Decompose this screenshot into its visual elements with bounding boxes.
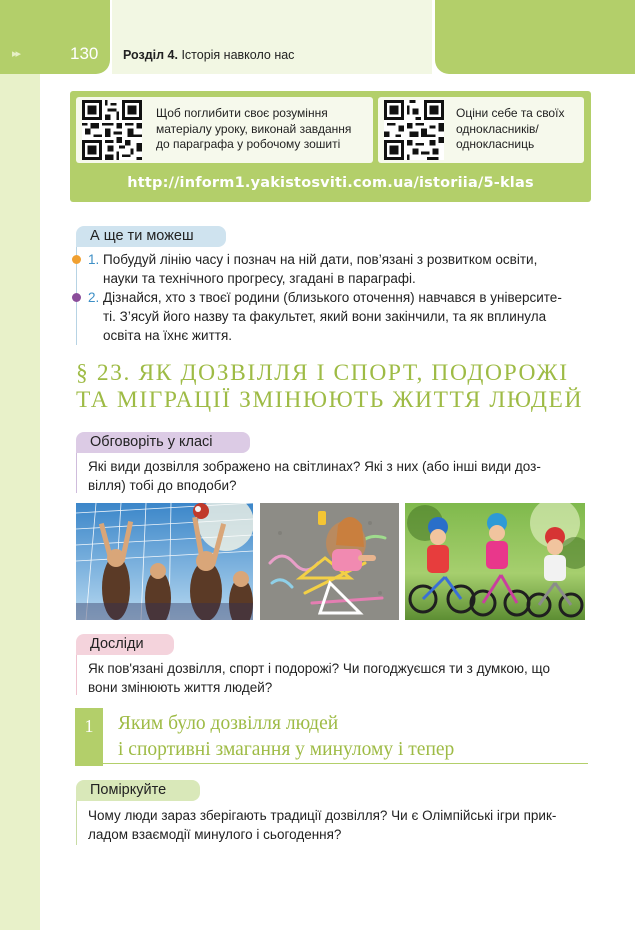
page-number: 130 <box>70 44 99 63</box>
kids-cycling-photo <box>405 503 585 620</box>
research-rule <box>76 655 77 695</box>
discuss-text: Які види дозвілля зображено на світлинах? Які з них (або інші види доз- вілля) тобі до вподоби? <box>88 459 541 493</box>
qr-code-icon[interactable] <box>82 100 142 160</box>
purple-bullet-icon <box>72 293 81 302</box>
qr-card-workbook <box>76 97 373 163</box>
qr-card-self-assessment <box>378 97 584 163</box>
subsection-number: 1 <box>75 708 103 766</box>
research-text: Як пов'язані дозвілля, спорт і подорожі? Чи погоджуєшся ти з думкою, що вони змінюють життя людей? <box>88 661 550 695</box>
think-heading: Поміркуйте <box>76 780 200 801</box>
chapter-title: Розділ 4. Історія навколо нас <box>123 48 295 62</box>
subsection-title: Яким було дозвілля людей і спортивні змагання у минулому і тепер <box>118 713 455 760</box>
resource-link[interactable]: http://inform1.yakistosviti.com.ua/istoriia/5-klas <box>127 175 534 191</box>
chalk-drawing-photo <box>260 503 399 620</box>
think-text: Чому люди зараз зберігають традиції дозвілля? Чи є Олімпійські ігри прик- ладом взаємодії минулого і сьогодення? <box>88 808 557 842</box>
orange-bullet-icon <box>72 255 81 264</box>
qr-panel <box>70 91 591 202</box>
header-band <box>112 0 432 74</box>
extra-task-2: 2. Дізнайся, хто з твоєї родини (близького оточення) навчався в університе- ті. З’ясуй його назву та факультет, який вони закінчили, та як вплинула освіта на їхнє життя. <box>88 290 562 343</box>
subsection-underline <box>103 763 588 764</box>
extra-task-1: 1. Побудуй лінію часу і познач на ній дати, пов’язані з розвитком освіти, науки та технічного прогресу, згадані в параграфі. <box>88 252 538 286</box>
page-number-tab <box>0 0 110 74</box>
qr-workbook-text: Щоб поглибити своє розуміння матеріалу уроку, виконай завдання до параграфа у робочому зошиті <box>156 106 352 151</box>
discuss-heading: Обговоріть у класі <box>76 432 250 453</box>
research-heading: Досліди <box>76 634 174 655</box>
page-margin-strip <box>0 0 40 930</box>
extra-tasks-heading: А ще ти можеш <box>76 226 226 247</box>
discuss-rule <box>76 453 77 493</box>
think-rule <box>76 801 77 845</box>
qr-code-icon[interactable] <box>384 100 444 160</box>
volleyball-photo <box>76 503 253 620</box>
section-title: § 23. ЯК ДОЗВІЛЛЯ І СПОРТ, ПОДОРОЖІ ТА МІГРАЦІЇ ЗМІНЮЮТЬ ЖИТТЯ ЛЮДЕЙ <box>76 360 584 413</box>
qr-self-assessment-text: Оціни себе та своїх однокласників/ однокласниць <box>456 106 565 151</box>
header-corner <box>435 0 635 74</box>
double-arrow-icon: ▸▸ <box>12 48 20 60</box>
